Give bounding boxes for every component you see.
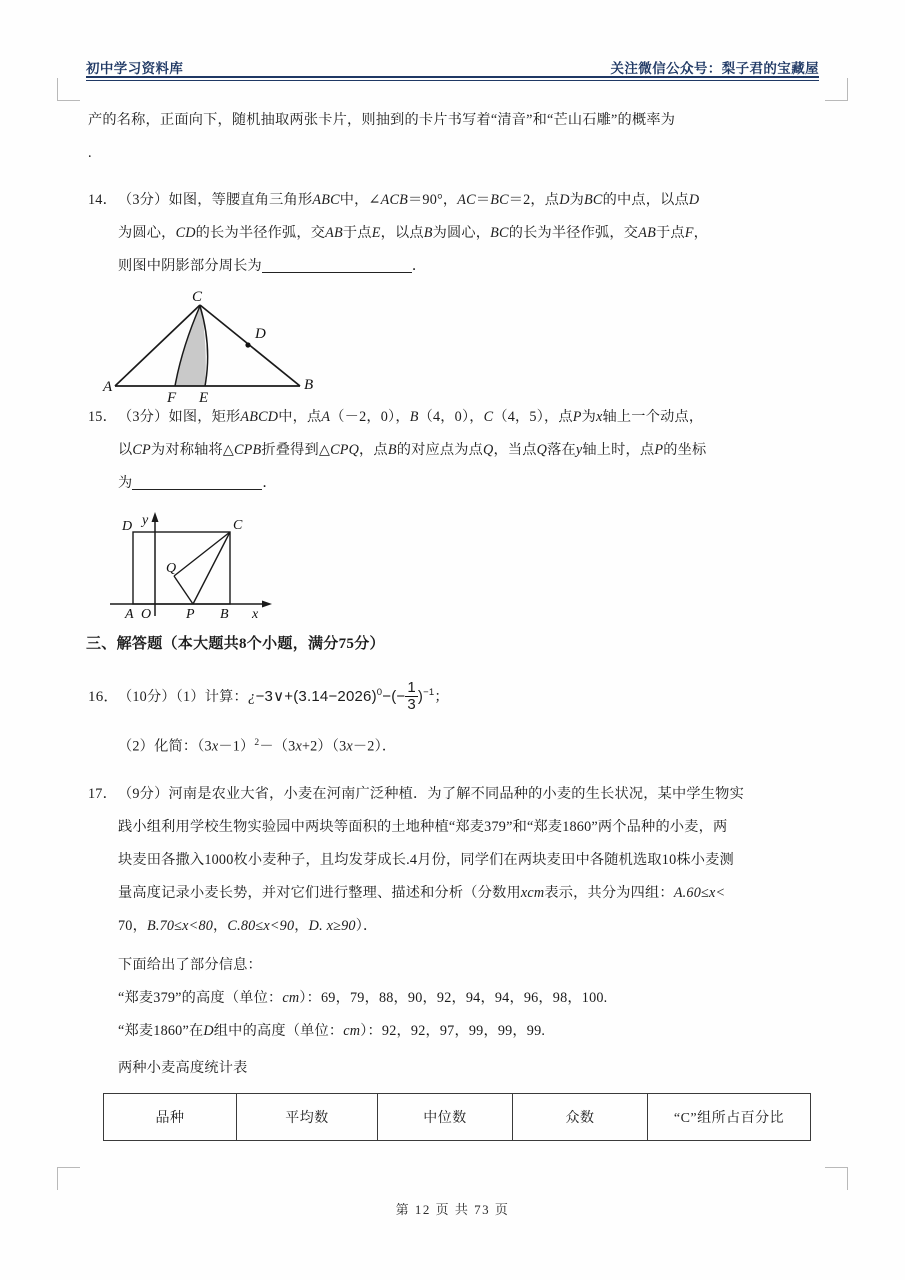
q15-l2-CP: CP — [132, 442, 151, 458]
q15-l1-e: （4，5），点 — [493, 409, 573, 425]
q17-data1-unit: cm — [282, 989, 300, 1006]
figure-15-label-D: D — [122, 519, 133, 534]
q16-p2-exp: 2 — [254, 738, 260, 748]
shaded-region — [175, 307, 206, 386]
q17-data2-a: “郑麦1860”在 — [118, 1022, 204, 1039]
question-17-number: 17． — [88, 785, 117, 802]
table-row — [104, 1093, 811, 1140]
q15-l1-g: 轴上一个动点， — [602, 409, 704, 425]
question-17-info-intro: 下面给出了部分信息： — [118, 956, 262, 973]
q16-p2-a: （2）化简：（3 — [118, 738, 212, 755]
figure-14-svg — [95, 288, 425, 406]
q15-l2-d: ，点 — [359, 442, 388, 458]
figure-15-label-C: C — [233, 518, 243, 533]
q16-exp-zero: 0 — [376, 687, 383, 698]
q16-frac-numerator: 1 — [407, 679, 416, 697]
q15-l2-B: B — [387, 442, 397, 458]
q15-l2-i: 的坐标 — [663, 442, 707, 458]
q17-l4-xcm: xcm — [520, 884, 545, 901]
q14-l1-e: ＝2，点 — [508, 192, 560, 208]
figure-14-label-E: E — [199, 390, 209, 406]
question-14 — [88, 184, 818, 283]
q16-p2-x3: x — [346, 738, 353, 755]
q15-l2-Q2: Q — [536, 442, 548, 458]
q15-l1-d: （4，0）， — [418, 409, 484, 425]
header-divider — [86, 76, 819, 81]
question-17-line4 — [118, 877, 818, 910]
question-15 — [88, 401, 818, 500]
q14-l1-D2: D — [688, 192, 700, 208]
q15-l3: 为 — [118, 475, 133, 491]
question-16-line1 — [88, 673, 818, 717]
q14-l2-b: 的长为半径作弧，交 — [195, 225, 326, 241]
q14-l2-e: 为圆心， — [432, 225, 491, 241]
figure-14-label-B: B — [304, 377, 314, 393]
q15-l1-a: （3分）如图，矩形 — [118, 409, 241, 425]
q15-l2-g: 落在 — [547, 442, 576, 458]
q14-l2-B: B — [423, 225, 433, 241]
page-footer: 第 12 页 共 73 页 — [395, 1202, 510, 1217]
q16-expr-end: ； — [434, 689, 449, 705]
q15-l1-P: P — [572, 409, 582, 425]
figure-14-label-A: A — [103, 379, 113, 395]
question-16-line2 — [118, 727, 818, 764]
question-15-line2 — [118, 434, 818, 467]
q14-l1-abc: ABC — [312, 192, 340, 208]
q14-l1-D: D — [559, 192, 570, 208]
q17-l1: （9分）河南是农业大省，小麦在河南广泛种植．为了解不同品种的小麦的生长状况，某中学生物实 — [118, 785, 744, 802]
q14-l1-a: （3分）如图，等腰直角三角形 — [118, 192, 313, 208]
q15-l2-y: y — [575, 442, 583, 458]
table-header-mode: 众数 — [513, 1093, 648, 1140]
q17-data2-D: D — [203, 1022, 214, 1039]
q16-prefix: （10分）（1）计算： — [118, 689, 248, 705]
q16-p2-c: －（3 — [259, 738, 296, 755]
q16-expr-b: −2026) — [328, 688, 377, 705]
q16-fraction — [405, 680, 418, 713]
y-axis-arrow — [152, 512, 159, 522]
question-17-data-line-2 — [118, 1015, 818, 1048]
figure-15-svg — [100, 504, 315, 632]
question-17-data-line-1 — [118, 982, 818, 1015]
q16-p2-x2: x — [295, 738, 302, 755]
figure-15-label-A: A — [125, 607, 134, 622]
q17-data1-a: “郑麦379”的高度（单位： — [118, 989, 283, 1006]
q15-l2-a: 以 — [118, 442, 133, 458]
q15-l2-CPB: CPB — [233, 442, 262, 458]
q14-l1-ac: AC — [457, 192, 476, 208]
header-right-title: 关注微信公众号：梨子君的宝藏屋 — [610, 61, 819, 76]
q14-l1-bc: BC — [490, 192, 509, 208]
wheat-height-statistics-table — [103, 1093, 811, 1141]
q14-l2-d: ，以点 — [380, 225, 424, 241]
q15-l1-C: C — [483, 409, 494, 425]
q14-l3: 则图中阴影部分周长为 — [118, 258, 262, 274]
q15-l1-b: 中，点 — [278, 409, 322, 425]
figure-15-label-y: y — [142, 513, 149, 528]
question-17 — [88, 778, 818, 1085]
q17-l5-group-C: C.80≤x<90 — [227, 917, 295, 934]
q14-l2-BC: BC — [490, 225, 509, 241]
question-17-line1 — [88, 778, 818, 811]
q14-l2-F: F — [684, 225, 694, 241]
question-15-number: 15． — [88, 409, 117, 425]
crop-mark-bottom-left — [57, 1167, 80, 1190]
figure-15-label-P: P — [186, 607, 195, 622]
q15-l1-A: A — [321, 409, 331, 425]
q15-l1-B: B — [409, 409, 419, 425]
q17-data1-b: ）：69，79，88，90，92，94，94，96，98，100. — [299, 989, 608, 1006]
q14-l2-c: 于点 — [342, 225, 372, 241]
q14-l1-f: 为 — [569, 192, 585, 208]
question-14-number: 14． — [88, 192, 117, 208]
q17-l5-a: 70， — [118, 917, 147, 934]
answer-blank-14[interactable] — [262, 272, 412, 273]
question-16 — [88, 673, 818, 764]
q14-l1-c: ＝90°， — [408, 192, 458, 208]
q14-l2-g: 于点 — [655, 225, 685, 241]
table-header-median: 中位数 — [378, 1093, 513, 1140]
question-14-line2 — [118, 217, 818, 250]
q16-expr-a: −3∨+(3.14 — [255, 688, 329, 705]
q14-l2-CD: CD — [175, 225, 196, 241]
table-header-mean: 平均数 — [237, 1093, 378, 1140]
q15-l2-f: ，当点 — [493, 442, 537, 458]
table-header-c-group-percent: “C”组所占百分比 — [648, 1093, 811, 1140]
q16-frac-denominator: 3 — [407, 696, 416, 714]
q14-l1-acb: ACB — [380, 192, 409, 208]
q15-l1-c: （－2，0）， — [330, 409, 410, 425]
crop-mark-top-right — [825, 78, 848, 101]
q17-l5-group-B: B.70≤x<80 — [146, 917, 214, 934]
crop-mark-bottom-right — [825, 1167, 848, 1190]
point-D-marker — [245, 342, 250, 347]
figure-15-label-Q: Q — [166, 561, 177, 576]
q17-l5-group-D-range: x≥90 — [326, 917, 356, 934]
figure-14-label-D: D — [255, 326, 266, 342]
q15-l1-f: 为 — [581, 409, 597, 425]
q17-l4-group-A: A.60≤x< — [673, 884, 726, 901]
q15-l2-b: 为对称轴将△ — [150, 442, 234, 458]
q16-p2-d: +2）（3 — [301, 738, 347, 755]
q14-l1-b: 中，∠ — [339, 192, 381, 208]
q17-l5-d: ）． — [355, 917, 378, 934]
q15-l2-c: 折叠得到△ — [261, 442, 331, 458]
question-13-tail — [88, 104, 818, 170]
q14-l1-g: 的中点，以点 — [602, 192, 689, 208]
q16-p2-x1: x — [211, 738, 219, 755]
header-left-title: 初中学习资料库 — [86, 61, 184, 76]
segment-CP — [193, 532, 230, 604]
q16-expr-head: ¿ — [247, 689, 256, 705]
figure-15-label-x: x — [252, 607, 259, 622]
figure-question-14 — [95, 288, 425, 411]
q17-l5-c: ， — [294, 917, 309, 934]
question-17-line3: 块麦田各撒入1000枚小麦种子，且均发芽成长.4月份，同学们在两块麦田中各随机选取10株小麦测 — [118, 851, 734, 868]
answer-blank-15[interactable] — [132, 489, 262, 490]
segment-QP — [174, 576, 193, 604]
q15-l2-CPQ: CPQ — [330, 442, 360, 458]
q15-l3-end: ． — [262, 475, 277, 491]
figure-question-15 — [100, 504, 315, 637]
q15-l1-x: x — [596, 409, 603, 425]
q16-expr-c: −(− — [382, 688, 406, 705]
question-17-line5 — [118, 910, 818, 943]
question-13-tail-line2: . — [88, 145, 92, 161]
segment-CQ — [174, 532, 230, 576]
q15-l2-P: P — [654, 442, 664, 458]
q15-l2-h: 轴上时，点 — [582, 442, 655, 458]
question-13-tail-line1: 产的名称，正面向下，随机抽取两张卡片，则抽到的卡片书写着“清音”和“芒山石雕”的概率为 — [88, 112, 676, 128]
x-axis-arrow — [262, 601, 272, 608]
q16-exp-neg-one: −1 — [423, 687, 435, 698]
q14-l2-AB2: AB — [638, 225, 656, 241]
figure-14-label-C: C — [192, 289, 203, 305]
crop-mark-top-left — [57, 78, 80, 101]
q14-l2-h: ， — [693, 225, 708, 241]
q14-l2-f: 的长为半径作弧，交 — [508, 225, 639, 241]
q14-l1-d: ＝ — [475, 192, 491, 208]
question-14-line1 — [88, 184, 818, 217]
q17-l5-b: ， — [213, 917, 228, 934]
q16-p2-e: －2）． — [352, 738, 397, 755]
q15-l2-Q: Q — [483, 442, 494, 458]
q17-data2-b: 组中的高度（单位： — [213, 1022, 344, 1039]
table-header-variety: 品种 — [104, 1093, 237, 1140]
q17-l4-a: 量高度记录小麦长势，并对它们进行整理、描述和分析（分数用 — [118, 884, 521, 901]
q17-l5-group-D: D. — [308, 917, 323, 934]
figure-15-label-B: B — [220, 607, 229, 622]
figure-15-label-O: O — [141, 607, 152, 622]
question-17-line2: 践小组利用学校生物实验园中两块等面积的土地种植“郑麦379”和“郑麦1860”两个品种的小麦，两 — [118, 818, 728, 835]
question-16-number: 16． — [88, 689, 119, 705]
figure-14-label-F: F — [167, 390, 177, 406]
q15-l2-e: 的对应点为点 — [396, 442, 484, 458]
q16-p2-b: －1） — [218, 738, 255, 755]
q16-expr-d: ) — [417, 688, 424, 705]
q14-l2-a: 为圆心， — [118, 225, 176, 241]
q14-l2-E: E — [371, 225, 381, 241]
question-17-table-caption: 两种小麦高度统计表 — [118, 1059, 248, 1076]
question-15-line3 — [118, 467, 818, 500]
question-14-line3 — [118, 250, 818, 283]
q17-data2-c: ）：92，92，97，99，99，99. — [360, 1022, 546, 1039]
q14-l3-end: ． — [411, 258, 427, 274]
q14-l2-AB: AB — [325, 225, 343, 241]
q14-l1-BC: BC — [584, 192, 603, 208]
q17-l4-b: 表示，共分为四组： — [544, 884, 674, 901]
q17-data2-unit: cm — [343, 1022, 361, 1039]
section-3-title: 三、解答题（本大题共8个小题，满分75分） — [86, 636, 385, 652]
q15-l1-ABCD: ABCD — [240, 409, 279, 425]
